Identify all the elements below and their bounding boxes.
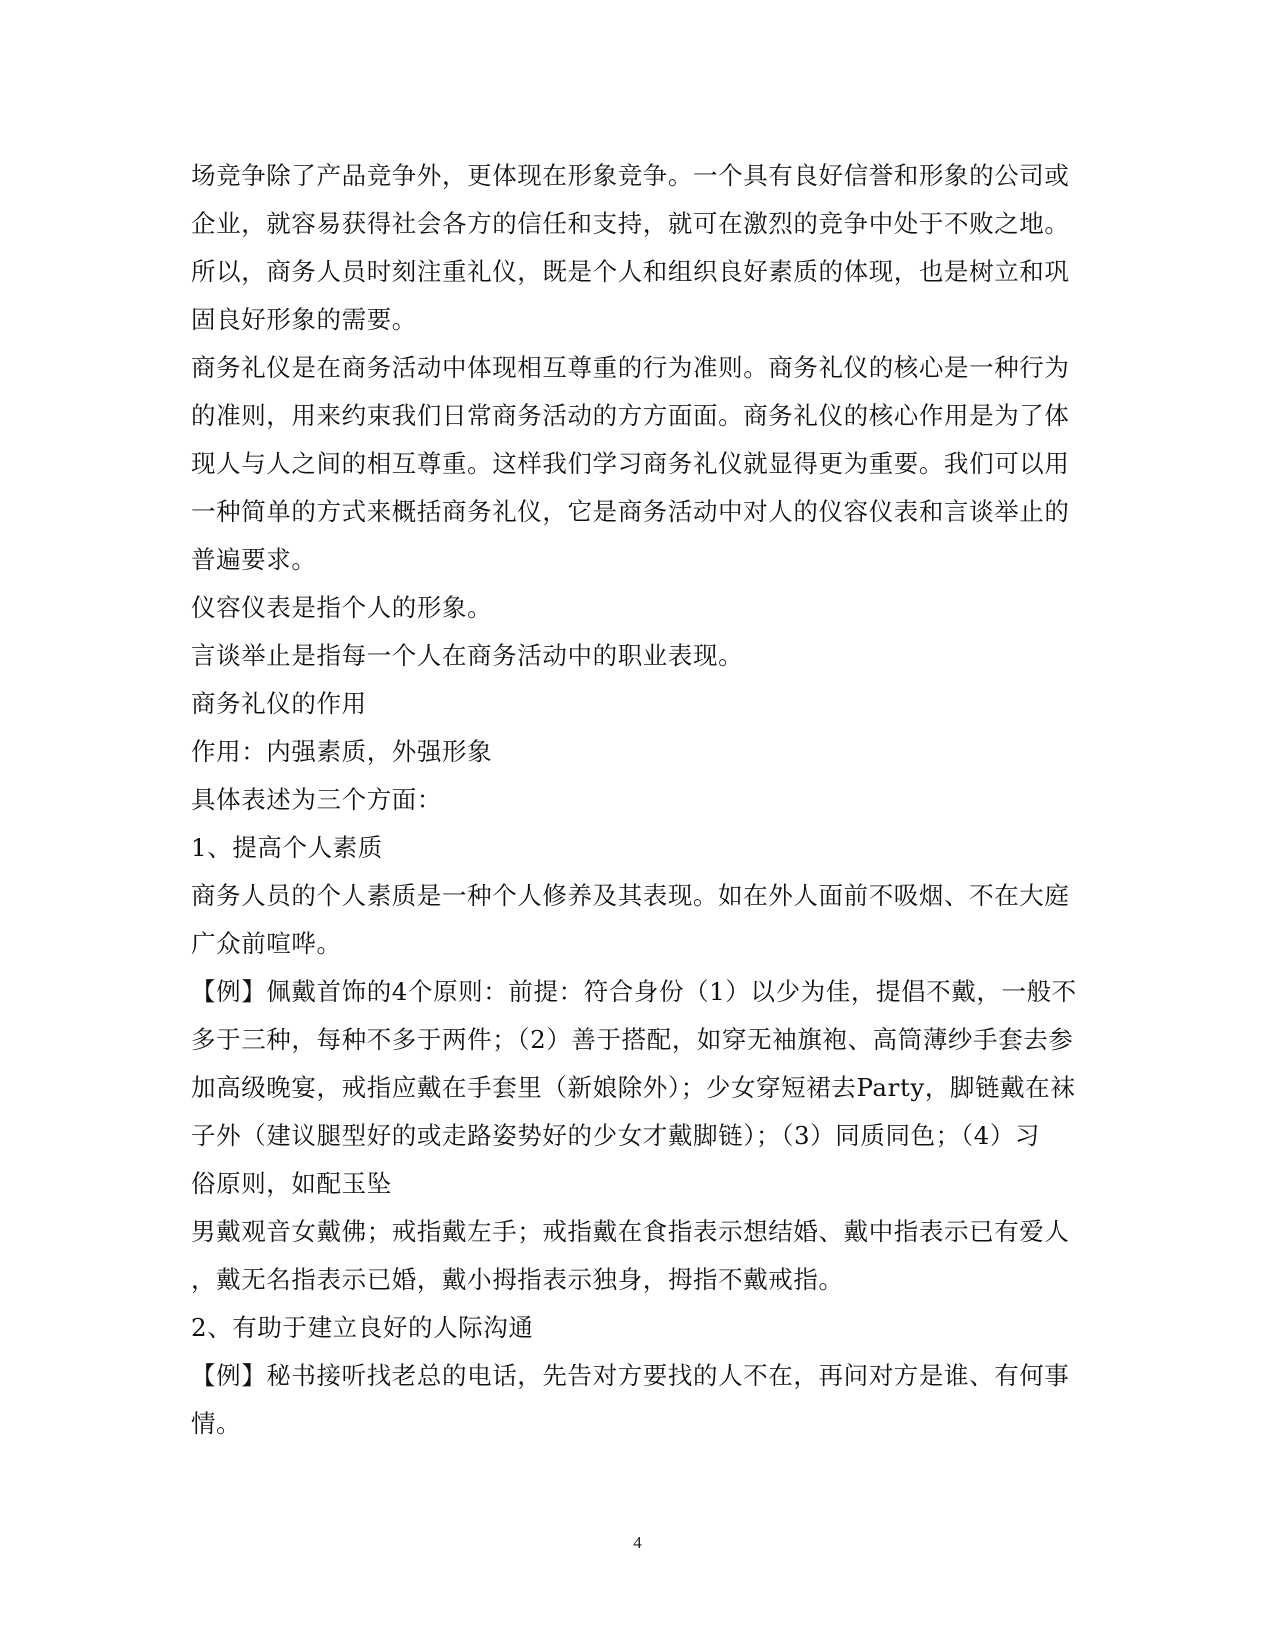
page-number: 4 — [633, 1533, 642, 1552]
body-text — [191, 152, 1091, 1448]
text-line: 固良好形象的需要。 — [191, 305, 417, 334]
section-heading: 商务礼仪的作用 — [191, 689, 367, 718]
list-heading: 1、提高个人素质 — [191, 833, 383, 862]
text-line: 言谈举止是指每一个人在商务活动中的职业表现。 — [191, 641, 744, 670]
text-line: 广众前喧哗。 — [191, 929, 342, 958]
text-line: 男戴观音女戴佛；戒指戴左手；戒指戴在食指表示想结婚、戴中指表示已有爱人 — [191, 1217, 1070, 1246]
text-line: 【例】秘书接听找老总的电话，先告对方要找的人不在，再问对方是谁、有何事 — [191, 1361, 1070, 1390]
text-line: 现人与人之间的相互尊重。这样我们学习商务礼仪就显得更为重要。我们可以用 — [191, 449, 1070, 478]
text-line: 作用：内强素质，外强形象 — [191, 737, 493, 766]
text-line: 所以，商务人员时刻注重礼仪，既是个人和组织良好素质的体现，也是树立和巩 — [191, 257, 1070, 286]
text-line: 情。 — [191, 1409, 242, 1438]
list-heading: 2、有助于建立良好的人际沟通 — [191, 1313, 534, 1342]
text-line: 多于三种，每种不多于两件；（2）善于搭配，如穿无袖旗袍、高筒薄纱手套去参 — [191, 1025, 1074, 1054]
text-line: 企业，就容易获得社会各方的信任和支持，就可在激烈的竞争中处于不败之地。 — [191, 209, 1070, 238]
text-line: 商务人员的个人素质是一种个人修养及其表现。如在外人面前不吸烟、不在大庭 — [191, 881, 1070, 910]
text-line: 具体表述为三个方面： — [191, 785, 442, 814]
text-line: 一种简单的方式来概括商务礼仪，它是商务活动中对人的仪容仪表和言谈举止的 — [191, 497, 1070, 526]
text-line: 子外（建议腿型好的或走路姿势好的少女才戴脚链）；（3）同质同色；（4）习 — [191, 1121, 1041, 1150]
text-line: 仪容仪表是指个人的形象。 — [191, 593, 493, 622]
text-line: 普遍要求。 — [191, 545, 317, 574]
text-line: 的准则，用来约束我们日常商务活动的方方面面。商务礼仪的核心作用是为了体 — [191, 401, 1070, 430]
text-line: ，戴无名指表示已婚，戴小拇指表示独身，拇指不戴戒指。 — [191, 1265, 844, 1294]
text-line: 场竞争除了产品竞争外，更体现在形象竞争。一个具有良好信誉和形象的公司或 — [191, 161, 1070, 190]
text-line: 【例】佩戴首饰的4个原则：前提：符合身份（1）以少为佳，提倡不戴，一般不 — [191, 977, 1077, 1006]
text-line: 商务礼仪是在商务活动中体现相互尊重的行为准则。商务礼仪的核心是一种行为 — [191, 353, 1070, 382]
text-line: 俗原则，如配玉坠 — [191, 1169, 392, 1198]
text-line: 加高级晚宴，戒指应戴在手套里（新娘除外）；少女穿短裙去Party，脚链戴在袜 — [191, 1073, 1076, 1102]
